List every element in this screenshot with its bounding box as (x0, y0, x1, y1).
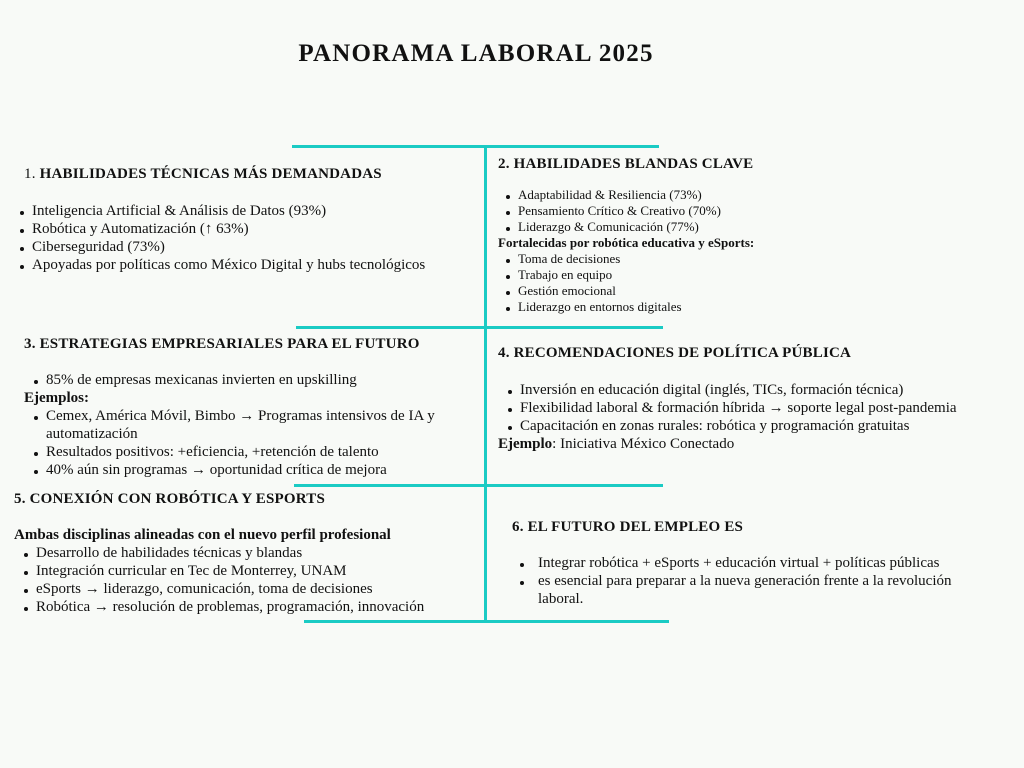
list-item: Ciberseguridad (73%) (16, 238, 425, 256)
section-3-subheading: Ejemplos: (24, 390, 89, 406)
list-item: Integrar robótica + eSports + educación virtual + políticas públicas (516, 554, 978, 572)
section-1-title: HABILIDADES TÉCNICAS MÁS DEMANDADAS (39, 166, 382, 182)
list-item: Apoyadas por políticas como México Digital y hubs tecnológicos (16, 256, 425, 274)
list-item: eSports → liderazgo, comunicación, toma de decisiones (20, 580, 424, 598)
list-item: Robótica y Automatización (↑ 63%) (16, 220, 425, 238)
section-technical-skills (16, 165, 425, 274)
list-item: Liderazgo & Comunicación (77%) (502, 219, 754, 235)
list-item: Inteligencia Artificial & Análisis de Datos (93%) (16, 202, 425, 220)
section-5-title: 5. CONEXIÓN CON ROBÓTICA Y ESPORTS (14, 491, 326, 507)
list-item: es esencial para preparar a la nueva generación frente a la revolución laboral. (516, 572, 978, 608)
example-label: Ejemplo (498, 436, 553, 452)
list-item: Adaptabilidad & Resiliencia (73%) (502, 187, 754, 203)
list-item: 85% de empresas mexicanas invierten en upskilling (30, 371, 456, 389)
section-2-sublist (502, 251, 754, 315)
list-item: Integración curricular en Tec de Monterrey, UNAM (20, 562, 424, 580)
section-2-title: 2. HABILIDADES BLANDAS CLAVE (498, 156, 754, 172)
list-item: 40% aún sin programas → oportunidad crítica de mejora (30, 461, 456, 479)
list-item: Resultados positivos: +eficiencia, +retención de talento (30, 443, 456, 461)
list-item: Gestión emocional (502, 283, 754, 299)
section-3-list (30, 371, 456, 389)
section-6-title: 6. EL FUTURO DEL EMPLEO ES (512, 519, 744, 535)
divider-middle-1 (296, 326, 663, 329)
list-item: Pensamiento Crítico & Creativo (70%) (502, 203, 754, 219)
section-4-title: 4. RECOMENDACIONES DE POLÍTICA PÚBLICA (498, 345, 852, 361)
list-item: Trabajo en equipo (502, 267, 754, 283)
section-3-sublist (30, 407, 456, 479)
section-4-list (504, 381, 960, 435)
section-1-list (16, 202, 425, 274)
section-soft-skills (498, 156, 754, 315)
list-item: Inversión en educación digital (inglés, TICs, formación técnica) (504, 381, 960, 399)
section-2-subheading: Fortalecidas por robótica educativa y eSports: (498, 235, 755, 250)
section-2-list (502, 187, 754, 235)
section-3-title: 3. ESTRATEGIAS EMPRESARIALES PARA EL FUTURO (24, 336, 420, 352)
section-business-strategies (24, 335, 456, 479)
section-5-list (20, 544, 424, 616)
list-item: Desarrollo de habilidades técnicas y blandas (20, 544, 424, 562)
divider-middle-2 (294, 484, 663, 487)
section-6-list (516, 554, 978, 608)
list-item: Toma de decisiones (502, 251, 754, 267)
section-4-example (498, 435, 960, 453)
page-title: PANORAMA LABORAL 2025 (298, 40, 654, 67)
divider-vertical (484, 145, 487, 623)
list-item: Liderazgo en entornos digitales (502, 299, 754, 315)
section-future-employment (512, 518, 978, 608)
section-1-heading (24, 165, 425, 183)
section-robotics-esports (14, 490, 424, 616)
divider-top (292, 145, 659, 148)
list-item: Cemex, América Móvil, Bimbo → Programas intensivos de IA y automatización (30, 407, 456, 443)
list-item: Robótica → resolución de problemas, programación, innovación (20, 598, 424, 616)
section-public-policy (498, 344, 960, 453)
section-1-number: 1. (24, 166, 36, 182)
list-item: Capacitación en zonas rurales: robótica y programación gratuitas (504, 417, 960, 435)
list-item: Flexibilidad laboral & formación híbrida → soporte legal post-pandemia (504, 399, 960, 417)
example-text: : Iniciativa México Conectado (552, 436, 735, 452)
section-5-subheading: Ambas disciplinas alineadas con el nuevo perfil profesional (14, 527, 391, 543)
